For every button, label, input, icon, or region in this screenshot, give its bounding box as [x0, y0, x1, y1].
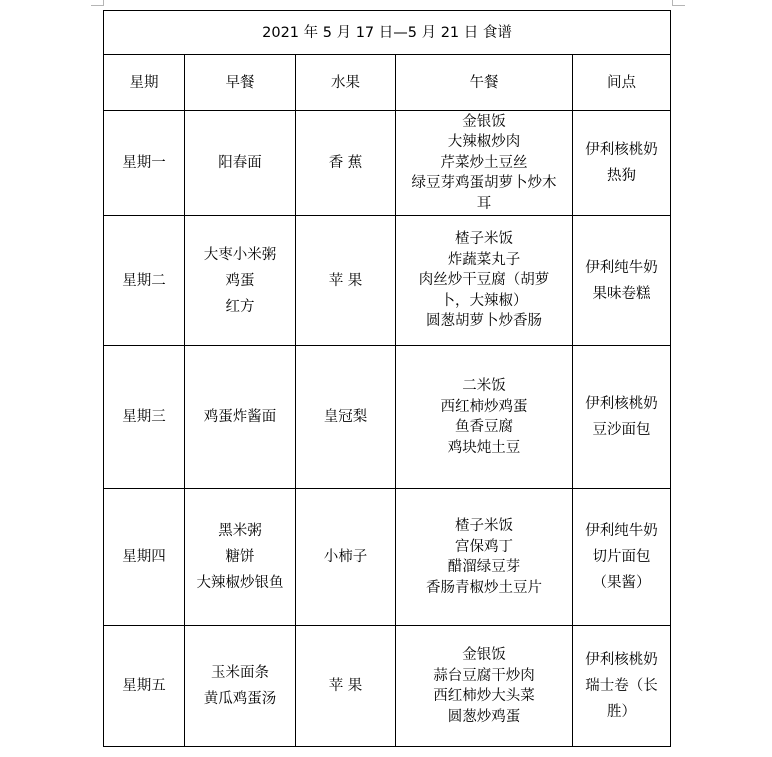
lunch-cell-line: 西红柿炒鸡蛋: [440, 398, 528, 415]
snack-cell-line: 热狗: [607, 168, 636, 184]
lunch-cell-line: 绿豆芽鸡蛋胡萝卜炒木: [411, 175, 557, 192]
lunch-cell: [396, 111, 573, 216]
lunch-cell-line: 蒜台豆腐干炒肉: [433, 667, 535, 684]
lunch-cell-line: 卜，大辣椒）: [440, 292, 528, 309]
menu-table: [103, 10, 671, 747]
menu-row: [104, 346, 671, 489]
lunch-cell-line: 芹菜炒土豆丝: [440, 154, 528, 171]
header-fruit: 水果: [296, 55, 396, 111]
breakfast-cell-line: 玉米面条: [211, 665, 269, 681]
lunch-cell-line: 鱼香豆腐: [455, 419, 513, 435]
fruit-cell: 苹 果: [296, 626, 396, 747]
day-cell: 星期五: [104, 626, 185, 747]
lunch-cell-line: 肉丝炒干豆腐（胡萝: [418, 272, 550, 289]
lunch-cell-line: 金银饭: [462, 113, 506, 130]
lunch-cell-line: 耳: [476, 195, 492, 212]
fruit-cell: 香 蕉: [296, 111, 396, 216]
lunch-cell: [396, 489, 573, 626]
fruit-cell: 苹 果: [296, 216, 396, 346]
breakfast-cell: [185, 111, 296, 216]
lunch-cell-line: 大辣椒炒肉: [447, 134, 521, 151]
lunch-cell-line: 鸡块炖土豆: [447, 439, 521, 456]
header-row: [104, 55, 671, 111]
lunch-cell-line: 西红柿炒大头菜: [433, 688, 535, 704]
lunch-cell-line: 金银饭: [462, 647, 506, 663]
snack-cell: [573, 346, 671, 489]
breakfast-cell: [185, 216, 296, 346]
day-cell: 星期二: [104, 216, 185, 346]
lunch-cell-line: 二米饭: [462, 378, 506, 394]
lunch-cell-line: 圆葱胡萝卜炒香肠: [426, 313, 542, 330]
breakfast-cell-line: 红方: [225, 298, 255, 315]
breakfast-cell: [185, 626, 296, 747]
lunch-cell-line: 炸蔬菜丸子: [447, 251, 521, 268]
snack-cell: [573, 489, 671, 626]
menu-row: [104, 626, 671, 747]
lunch-cell: [396, 216, 573, 346]
lunch-cell-line: 圆葱炒鸡蛋: [447, 708, 521, 725]
snack-cell-line: 豆沙面包: [592, 422, 651, 438]
lunch-cell-line: 宫保鸡丁: [455, 538, 513, 555]
breakfast-cell-line: 黄瓜鸡蛋汤: [203, 691, 277, 707]
snack-cell-line: 果味卷糕: [592, 285, 651, 302]
lunch-cell-line: 楂子米饭: [455, 231, 513, 248]
breakfast-cell-line: 糖饼: [225, 549, 255, 565]
lunch-cell-line: 醋溜绿豆芽: [447, 559, 521, 575]
snack-cell-line: 伊利核桃奶: [585, 396, 658, 412]
snack-cell-line: 伊利核桃奶: [585, 652, 658, 668]
day-cell: 星期三: [104, 346, 185, 489]
breakfast-cell-line: 阳春面: [218, 155, 262, 171]
header-day: 星期: [104, 55, 185, 111]
snack-cell: [573, 111, 671, 216]
breakfast-cell: [185, 346, 296, 489]
header-lunch: 午餐: [396, 55, 573, 111]
breakfast-cell-line: 黑米粥: [218, 523, 262, 539]
lunch-cell: [396, 346, 573, 489]
menu-row: [104, 111, 671, 216]
breakfast-cell-line: 大辣椒炒银鱼: [196, 575, 284, 591]
snack-cell-line: 切片面包: [592, 549, 651, 565]
snack-cell-line: 瑞士卷（长: [585, 678, 658, 694]
page-corner-mark-right: [672, 0, 685, 6]
snack-cell-line: 伊利纯牛奶: [585, 523, 658, 539]
day-cell: 星期一: [104, 111, 185, 216]
header-snack: 间点: [573, 55, 671, 111]
menu-title: 2021 年 5 月 17 日—5 月 21 日 食谱: [104, 11, 671, 55]
day-cell: 星期四: [104, 489, 185, 626]
lunch-cell-line: 楂子米饭: [455, 518, 513, 534]
snack-cell-line: （果酱）: [592, 575, 651, 591]
header-breakfast: 早餐: [185, 55, 296, 111]
menu-table-body: [104, 11, 671, 747]
breakfast-cell-line: 大枣小米粥: [203, 246, 277, 263]
fruit-cell: 皇冠梨: [296, 346, 396, 489]
title-row: [104, 11, 671, 55]
breakfast-cell-line: 鸡蛋: [225, 272, 255, 289]
lunch-cell-line: 香肠青椒炒土豆片: [426, 579, 542, 596]
breakfast-cell-line: 鸡蛋炸酱面: [203, 409, 277, 425]
snack-cell-line: 伊利核桃奶: [585, 142, 658, 158]
snack-cell-line: 伊利纯牛奶: [585, 259, 658, 276]
snack-cell-line: 胜）: [607, 704, 636, 720]
page-corner-mark-left: [91, 0, 104, 6]
fruit-cell: 小柿子: [296, 489, 396, 626]
menu-row: [104, 489, 671, 626]
snack-cell: [573, 626, 671, 747]
snack-cell: [573, 216, 671, 346]
menu-row: [104, 216, 671, 346]
breakfast-cell: [185, 489, 296, 626]
lunch-cell: [396, 626, 573, 747]
